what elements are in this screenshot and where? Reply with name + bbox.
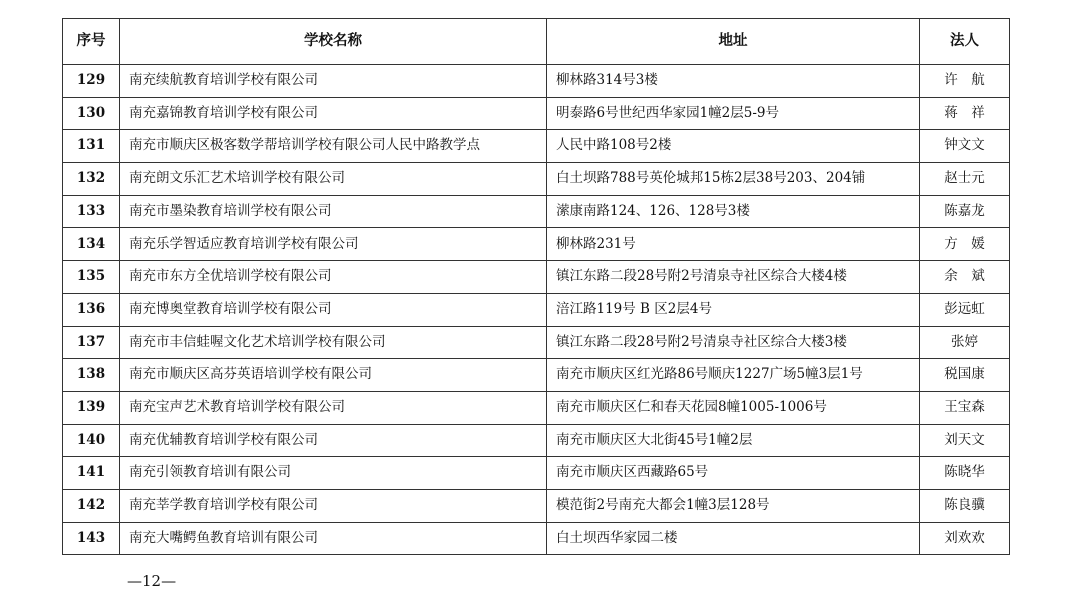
table-row bbox=[63, 326, 1010, 359]
cell-serial-number: 141 bbox=[63, 457, 120, 490]
cell-school-name: 南充市东方全优培训学校有限公司 bbox=[120, 261, 547, 294]
cell-address: 南充市顺庆区西藏路65号 bbox=[547, 457, 920, 490]
cell-school-name: 南充引领教育培训有限公司 bbox=[120, 457, 547, 490]
header-legal-representative: 法人 bbox=[920, 19, 1010, 65]
cell-school-name: 南充嘉锦教育培训学校有限公司 bbox=[120, 97, 547, 130]
cell-address: 潆康南路124、126、128号3楼 bbox=[547, 195, 920, 228]
cell-address: 柳林路231号 bbox=[547, 228, 920, 261]
table-row bbox=[63, 65, 1010, 98]
table-row bbox=[63, 424, 1010, 457]
cell-serial-number: 135 bbox=[63, 261, 120, 294]
cell-school-name: 南充莘学教育培训学校有限公司 bbox=[120, 489, 547, 522]
cell-legal-representative: 税国康 bbox=[920, 359, 1010, 392]
cell-serial-number: 131 bbox=[63, 130, 120, 163]
cell-address: 白土坝路788号英伦城邦15栋2层38号203、204铺 bbox=[547, 163, 920, 196]
cell-serial-number: 142 bbox=[63, 489, 120, 522]
table-row bbox=[63, 228, 1010, 261]
cell-address: 人民中路108号2楼 bbox=[547, 130, 920, 163]
cell-serial-number: 132 bbox=[63, 163, 120, 196]
cell-school-name: 南充博奥堂教育培训学校有限公司 bbox=[120, 293, 547, 326]
cell-address: 镇江东路二段28号附2号清泉寺社区综合大楼3楼 bbox=[547, 326, 920, 359]
cell-serial-number: 137 bbox=[63, 326, 120, 359]
cell-school-name: 南充宝声艺术教育培训学校有限公司 bbox=[120, 391, 547, 424]
cell-legal-representative: 王宝森 bbox=[920, 391, 1010, 424]
cell-address: 南充市顺庆区仁和春天花园8幢1005-1006号 bbox=[547, 391, 920, 424]
cell-address: 南充市顺庆区红光路86号顺庆1227广场5幢3层1号 bbox=[547, 359, 920, 392]
cell-serial-number: 133 bbox=[63, 195, 120, 228]
header-address: 地址 bbox=[547, 19, 920, 65]
cell-school-name: 南充乐学智适应教育培训学校有限公司 bbox=[120, 228, 547, 261]
cell-legal-representative: 赵士元 bbox=[920, 163, 1010, 196]
table-row bbox=[63, 163, 1010, 196]
table-row bbox=[63, 130, 1010, 163]
cell-legal-representative: 余 斌 bbox=[920, 261, 1010, 294]
cell-address: 模范街2号南充大都会1幢3层128号 bbox=[547, 489, 920, 522]
cell-legal-representative: 刘天文 bbox=[920, 424, 1010, 457]
cell-address: 白土坝西华家园二楼 bbox=[547, 522, 920, 555]
table-body bbox=[63, 65, 1010, 555]
cell-address: 南充市顺庆区大北街45号1幢2层 bbox=[547, 424, 920, 457]
table-row bbox=[63, 97, 1010, 130]
table-row bbox=[63, 489, 1010, 522]
cell-school-name: 南充市丰信蛙喔文化艺术培训学校有限公司 bbox=[120, 326, 547, 359]
table-row bbox=[63, 261, 1010, 294]
cell-legal-representative: 钟文文 bbox=[920, 130, 1010, 163]
cell-school-name: 南充优辅教育培训学校有限公司 bbox=[120, 424, 547, 457]
cell-school-name: 南充续航教育培训学校有限公司 bbox=[120, 65, 547, 98]
page-number: —12— bbox=[127, 572, 177, 590]
header-serial-number: 序号 bbox=[63, 19, 120, 65]
school-table bbox=[62, 18, 1010, 555]
cell-serial-number: 143 bbox=[63, 522, 120, 555]
cell-school-name: 南充大嘴鳄鱼教育培训有限公司 bbox=[120, 522, 547, 555]
table-row bbox=[63, 195, 1010, 228]
cell-address: 镇江东路二段28号附2号清泉寺社区综合大楼4楼 bbox=[547, 261, 920, 294]
cell-school-name: 南充市顺庆区高芬英语培训学校有限公司 bbox=[120, 359, 547, 392]
cell-school-name: 南充市墨染教育培训学校有限公司 bbox=[120, 195, 547, 228]
cell-address: 明泰路6号世纪西华家园1幢2层5-9号 bbox=[547, 97, 920, 130]
table-row bbox=[63, 293, 1010, 326]
cell-serial-number: 134 bbox=[63, 228, 120, 261]
cell-legal-representative: 蒋 祥 bbox=[920, 97, 1010, 130]
school-table-container bbox=[62, 18, 1009, 555]
cell-legal-representative: 彭远虹 bbox=[920, 293, 1010, 326]
cell-legal-representative: 刘欢欢 bbox=[920, 522, 1010, 555]
table-row bbox=[63, 391, 1010, 424]
cell-legal-representative: 陈嘉龙 bbox=[920, 195, 1010, 228]
cell-legal-representative: 方 媛 bbox=[920, 228, 1010, 261]
header-school-name: 学校名称 bbox=[120, 19, 547, 65]
cell-legal-representative: 陈晓华 bbox=[920, 457, 1010, 490]
cell-address: 涪江路119号 B 区2层4号 bbox=[547, 293, 920, 326]
cell-serial-number: 130 bbox=[63, 97, 120, 130]
table-row bbox=[63, 359, 1010, 392]
cell-school-name: 南充市顺庆区极客数学帮培训学校有限公司人民中路教学点 bbox=[120, 130, 547, 163]
table-row bbox=[63, 522, 1010, 555]
cell-serial-number: 138 bbox=[63, 359, 120, 392]
cell-serial-number: 139 bbox=[63, 391, 120, 424]
table-row bbox=[63, 457, 1010, 490]
cell-legal-representative: 许 航 bbox=[920, 65, 1010, 98]
cell-legal-representative: 陈良骥 bbox=[920, 489, 1010, 522]
cell-address: 柳林路314号3楼 bbox=[547, 65, 920, 98]
cell-serial-number: 136 bbox=[63, 293, 120, 326]
cell-legal-representative: 张婷 bbox=[920, 326, 1010, 359]
cell-school-name: 南充朗文乐汇艺术培训学校有限公司 bbox=[120, 163, 547, 196]
cell-serial-number: 140 bbox=[63, 424, 120, 457]
table-header-row bbox=[63, 19, 1010, 65]
cell-serial-number: 129 bbox=[63, 65, 120, 98]
